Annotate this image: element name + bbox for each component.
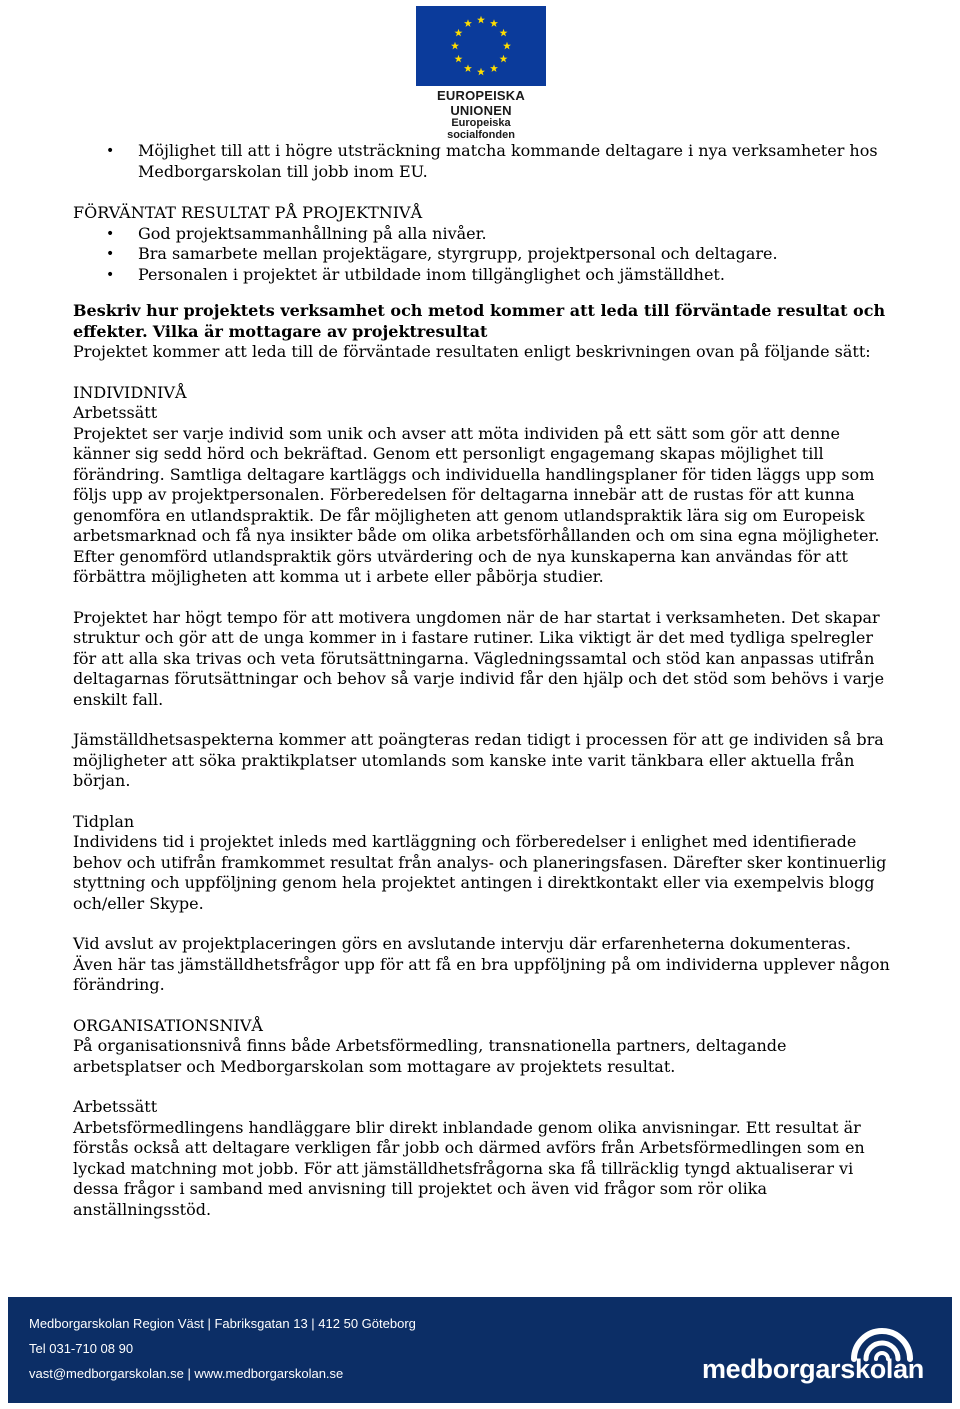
expected-result-list [73,224,893,286]
answer-intro: Projektet kommer att leda till de förväntade resultaten enligt beskrivningen ovan på följande sätt: [73,342,871,361]
list-item: • God projektsammanhållning på alla nivåer. [73,224,893,245]
document-body [73,141,893,1220]
footer-banner [8,1297,952,1403]
intro-bullet-list [73,141,893,182]
individ-paragraph-4: Individens tid i projektet inleds med kartläggning och förberedelser i enlighet med identifierade behov och utifrån framkommet resultat från analys- och planeringsfasen. Därefter sker kontinuerlig styttning och uppföljning genom hela projektet antingen i direktkontakt eller via exempelvis blogg och/eller Skype. [73,832,887,913]
eu-logo-line2: Europeiska socialfonden [447,117,515,141]
eu-flag-icon [416,6,546,86]
individ-paragraph-1: Projektet ser varje individ som unik och avser att möta individen på ett sätt som gör att denne känner sig sedd hörd och bekräftad. Genom ett personligt engagemang skapas möjlighet till förändring. Samtliga deltagare kartläggs och individuella handlingsplaner för tiden läggs upp som följs upp av projektpersonalen. Förberedelsen för deltagarna innebär att de rustas för att kunna genomföra en utlandspraktik. De får möjligheten att genom utlandspraktik lära sig om Europeisk arbetsmarknad och få nya insikter både om olika arbetsförhållanden och om sina egna möjligheter. Efter genomförd utlandspraktik görs utvärdering och de nya kunskaperna kan användas för att förbättra möjligheten att komma ut i arbete eller påbörja studier. [73,423,880,586]
eu-logo-line1: EUROPEISKA UNIONEN [437,88,525,118]
logo-text: medborgarskolan [701,1354,924,1384]
individ-subheading: Arbetssätt [73,403,158,422]
medborgarskolan-logo [701,1317,924,1387]
question-text: Beskriv hur projektets verksamhet och metod kommer att leda till förväntade resultat och effekter. [73,301,886,341]
individ-paragraph-2: Projektet har högt tempo för att motivera ungdomen när de har startat i verksamheten. Det skapar struktur och gör att de unga kommer in i fastare rutiner. Lika viktigt är det med tydliga spelregler för att alla ska trivas och veta förutsättningarna. Vägledningssamtal och stöd kan anpassas utifrån deltagarnas förutsättningar och behov så varje individ får den hjälp och det stöd som behövs i varje enskilt fall. [73,607,885,709]
list-item: • Möjlighet till att i högre utsträckning matcha kommande deltagare i nya verksamheter hos Medborgarskolan till jobb inom EU. [73,141,893,182]
organisation-heading: ORGANISATIONSNIVÅ [73,1015,263,1035]
footer-address: Medborgarskolan Region Väst | Fabriksgatan 13 | 412 50 Göteborg [29,1316,416,1331]
organisation-paragraph-2: Arbetsförmedlingens handläggare blir direkt inblandade genom olika anvisningar. Ett resultat är förstås också att deltagare verkligen får jobb och därmed avförs från Arbetsförmedlingen som en lyckad matchning mot jobb. För att jämställdhetsfrågorna ska få tillräcklig tyngd aktualiserar vi dessa frågor i samband med anvisning till projektet och även vid frågor som rör olika anställningsstöd. [73,1117,865,1219]
timeline-heading: Tidplan [73,811,135,831]
expected-result-heading: FÖRVÄNTAT RESULTAT PÅ PROJEKTNIVÅ [73,203,423,222]
individ-paragraph-3: Jämställdhetsaspekterna kommer att poängteras redan tidigt i processen för att ge individen så bra möjligheter att söka praktikplatser utomlands som kanske inte varit tänkbara eller aktuella från början. [73,730,884,790]
question-block [73,301,893,342]
question-recipients: Vilka är mottagare av projektresultat [152,321,488,341]
individ-heading: INDIVIDNIVÅ [73,382,187,402]
organisation-paragraph-1: På organisationsnivå finns både Arbetsförmedling, transnationella partners, deltagande arbetsplatser och Medborgarskolan som mottagare av projektets resultat. [73,1036,787,1076]
organisation-subheading: Arbetssätt [73,1097,158,1116]
individ-paragraph-5: Vid avslut av projektplaceringen görs en avslutande intervju där erfarenheterna dokumenteras. Även här tas jämställdhetsfrågor upp för att få en bra uppföljning på om individerna upplever någon förändring. [73,934,890,994]
footer-contact: vast@medborgarskolan.se | www.medborgarskolan.se [29,1366,344,1381]
list-item: • Personalen i projektet är utbildade inom tillgänglighet och jämställdhet. [73,265,893,286]
footer-phone: Tel 031-710 08 90 [29,1341,134,1356]
list-item: • Bra samarbete mellan projektägare, styrgrupp, projektpersonal och deltagare. [73,244,893,265]
eu-logo [416,6,546,141]
